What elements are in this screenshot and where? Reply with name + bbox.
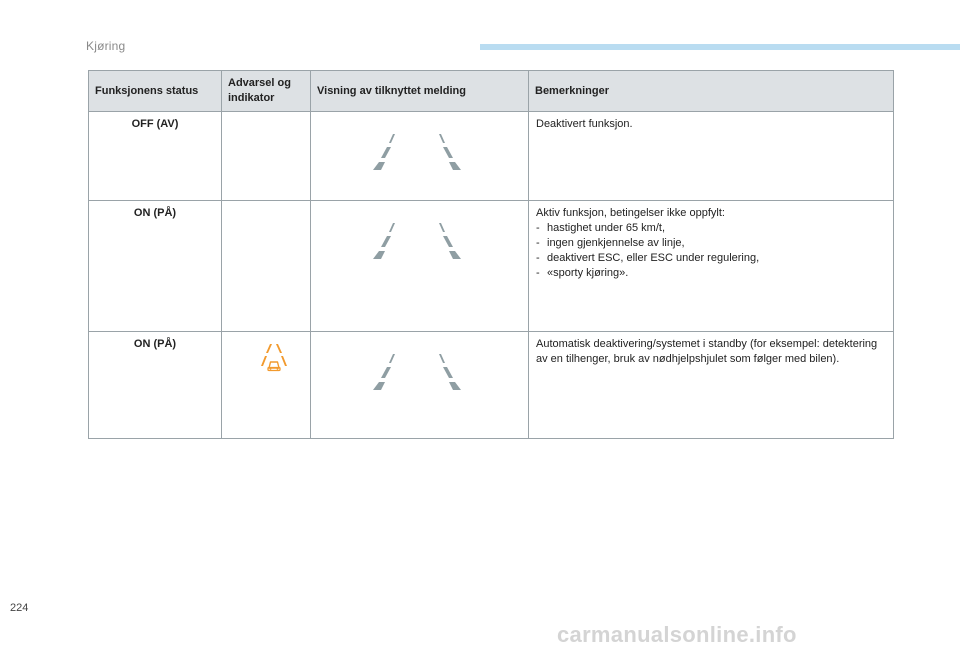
watermark: carmanualsonline.info	[557, 622, 797, 647]
remark-intro: Aktiv funksjon, betingelser ikke oppfylt:	[536, 207, 725, 219]
display-cell	[311, 332, 529, 439]
remark-intro: Deaktivert funksjon.	[536, 118, 633, 130]
column-header-status: Funksjonens status	[89, 71, 222, 112]
section-header-bar	[480, 44, 960, 50]
table-header-row	[89, 71, 894, 112]
indicator-cell	[222, 112, 311, 201]
section-title: Kjøring	[86, 39, 126, 53]
status-cell: ON (PÅ)	[89, 201, 222, 332]
list-item: - «sporty kjøring».	[536, 266, 886, 281]
page-number: 224	[10, 602, 29, 614]
remark-list	[536, 221, 886, 281]
column-header-display: Visning av tilknyttet melding	[311, 71, 529, 112]
lane-lines-grey-icon	[369, 223, 469, 263]
remarks-cell	[529, 201, 894, 332]
column-header-indicator: Advarsel og indikator	[222, 71, 311, 112]
function-status-table	[88, 70, 894, 439]
lane-departure-warning-orange-icon	[259, 344, 289, 374]
status-cell: ON (PÅ)	[89, 332, 222, 439]
indicator-cell	[222, 201, 311, 332]
display-cell	[311, 112, 529, 201]
list-item: - deaktivert ESC, eller ESC under regulering,	[536, 251, 886, 266]
indicator-cell	[222, 332, 311, 439]
list-item: - ingen gjenkjennelse av linje,	[536, 236, 886, 251]
lane-lines-grey-icon	[369, 134, 469, 174]
column-header-remarks: Bemerkninger	[529, 71, 894, 112]
remarks-cell	[529, 332, 894, 439]
table-row	[89, 201, 894, 332]
table-row	[89, 332, 894, 439]
lane-lines-grey-icon	[369, 354, 469, 394]
display-cell	[311, 201, 529, 332]
status-cell: OFF (AV)	[89, 112, 222, 201]
remarks-cell	[529, 112, 894, 201]
remark-intro: Automatisk deaktivering/systemet i standby (for eksempel: detektering av en tilhenger, bruk av nødhjelpshjulet som følger med bilen).	[536, 338, 878, 365]
table-row	[89, 112, 894, 201]
list-item: - hastighet under 65 km/t,	[536, 221, 886, 236]
